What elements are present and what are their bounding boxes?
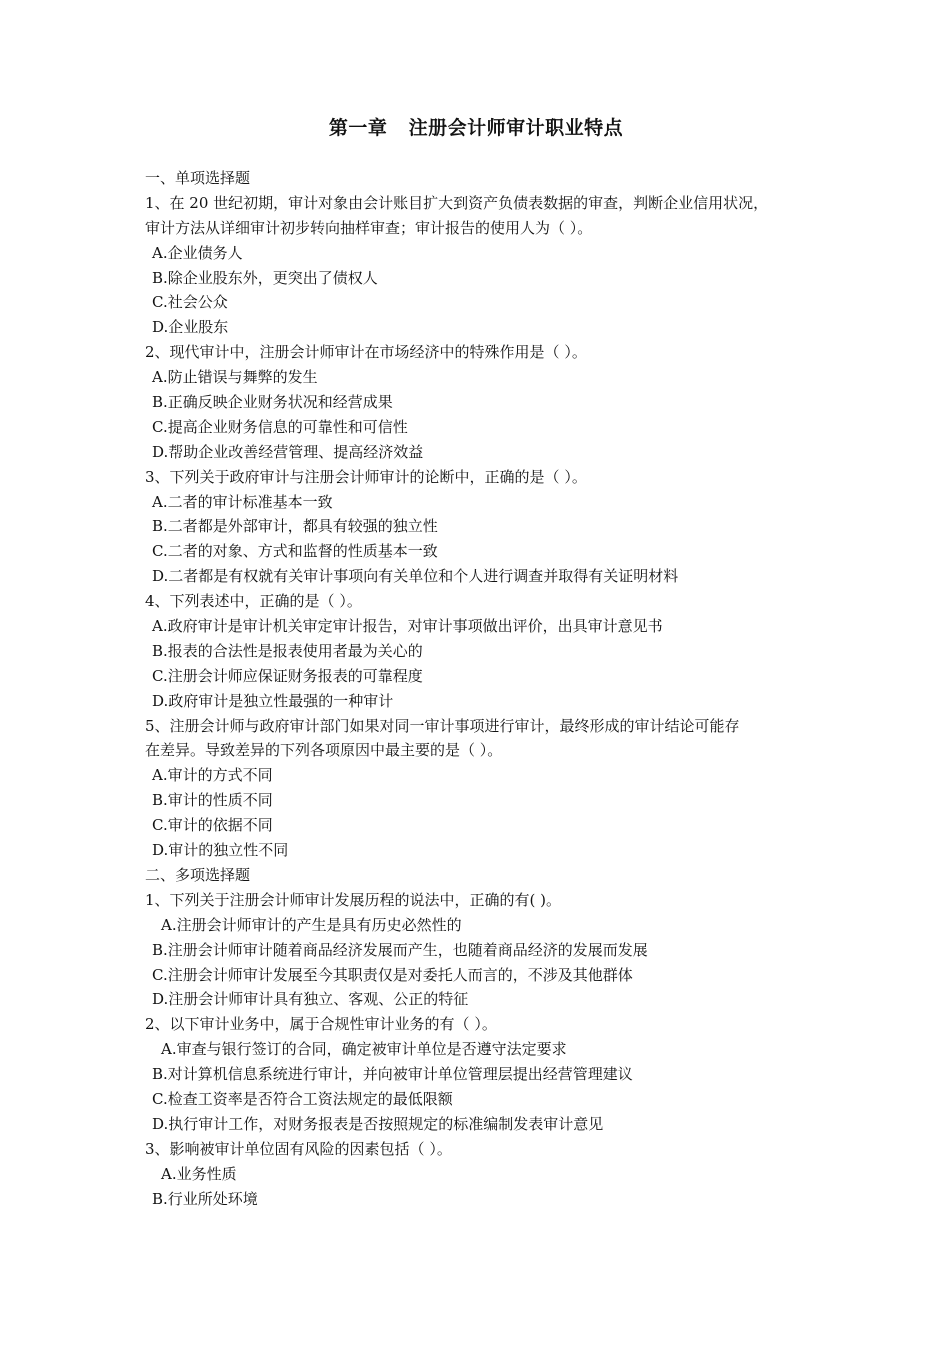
- question-text: 审计方法从详细审计初步转向抽样审查；审计报告的使用人为（ ）。: [145, 218, 593, 237]
- option-a: A.防止错误与舞弊的发生: [152, 368, 318, 387]
- question-text: 1、在 20 世纪初期，审计对象由会计账目扩大到资产负债表数据的审查，判断企业信用状况，: [145, 193, 769, 212]
- option-c: C.提高企业财务信息的可靠性和可信性: [152, 417, 408, 436]
- option-c: C.社会公众: [152, 293, 228, 312]
- option-c: C.注册会计师审计发展至今其职责仅是对委托人而言的，不涉及其他群体: [152, 965, 633, 984]
- option-b: B.正确反映企业财务状况和经营成果: [152, 393, 393, 412]
- option-a: A.企业债务人: [152, 243, 243, 262]
- question-text: 1、下列关于注册会计师审计发展历程的说法中，正确的有( )。: [145, 890, 562, 909]
- question-text: 在差异。导致差异的下列各项原因中最主要的是（ ）。: [145, 741, 503, 760]
- option-d: D.企业股东: [152, 318, 229, 337]
- option-b: B.二者都是外部审计，都具有较强的独立性: [152, 517, 438, 536]
- page-title: 第一章 注册会计师审计职业特点: [328, 117, 624, 139]
- option-d: D.注册会计师审计具有独立、客观、公正的特征: [152, 990, 469, 1009]
- question-text: 3、影响被审计单位固有风险的因素包括（ ）。: [145, 1139, 452, 1158]
- question-text: 5、注册会计师与政府审计部门如果对同一审计事项进行审计，最终形成的审计结论可能存: [145, 716, 740, 735]
- question-text: 3、下列关于政府审计与注册会计师审计的论断中，正确的是（ ）。: [145, 467, 587, 486]
- option-d: D.执行审计工作，对财务报表是否按照规定的标准编制发表审计意见: [152, 1114, 604, 1133]
- option-a: A.政府审计是审计机关审定审计报告，对审计事项做出评价，出具审计意见书: [152, 617, 663, 636]
- option-a: A.审计的方式不同: [152, 766, 273, 785]
- option-c: C.审计的依据不同: [152, 816, 273, 835]
- option-b: B.审计的性质不同: [152, 791, 273, 810]
- option-c: C.注册会计师应保证财务报表的可靠程度: [152, 666, 423, 685]
- question-text: 2、以下审计业务中，属于合规性审计业务的有（ ）。: [145, 1015, 497, 1034]
- option-c: C.检查工资率是否符合工资法规定的最低限额: [152, 1089, 453, 1108]
- section-heading: 二、多项选择题: [145, 865, 251, 884]
- option-c: C.二者的对象、方式和监督的性质基本一致: [152, 542, 438, 561]
- question-text: 4、下列表述中，正确的是（ ）。: [145, 592, 362, 611]
- document-body: [145, 166, 825, 1211]
- option-d: D.政府审计是独立性最强的一种审计: [152, 691, 394, 710]
- option-b: B.除企业股东外，更突出了债权人: [152, 268, 378, 287]
- option-a: A.审查与银行签订的合同，确定被审计单位是否遵守法定要求: [161, 1040, 567, 1059]
- option-a: A.注册会计师审计的产生是具有历史必然性的: [161, 915, 462, 934]
- option-a: A.二者的审计标准基本一致: [152, 492, 333, 511]
- option-b: B.报表的合法性是报表使用者最为关心的: [152, 641, 423, 660]
- option-b: B.对计算机信息系统进行审计，并向被审计单位管理层提出经营管理建议: [152, 1065, 633, 1084]
- option-d: D.帮助企业改善经营管理、提高经济效益: [152, 442, 424, 461]
- option-b: B.注册会计师审计随着商品经济发展而产生，也随着商品经济的发展而发展: [152, 940, 648, 959]
- question-text: 2、现代审计中，注册会计师审计在市场经济中的特殊作用是（ ）。: [145, 343, 587, 362]
- section-heading: 一、单项选择题: [145, 169, 251, 187]
- option-b: B.行业所处环境: [152, 1189, 258, 1208]
- option-d: D.审计的独立性不同: [152, 841, 289, 860]
- option-a: A.业务性质: [161, 1164, 237, 1183]
- option-d: D.二者都是有权就有关审计事项向有关单位和个人进行调查并取得有关证明材料: [152, 567, 679, 586]
